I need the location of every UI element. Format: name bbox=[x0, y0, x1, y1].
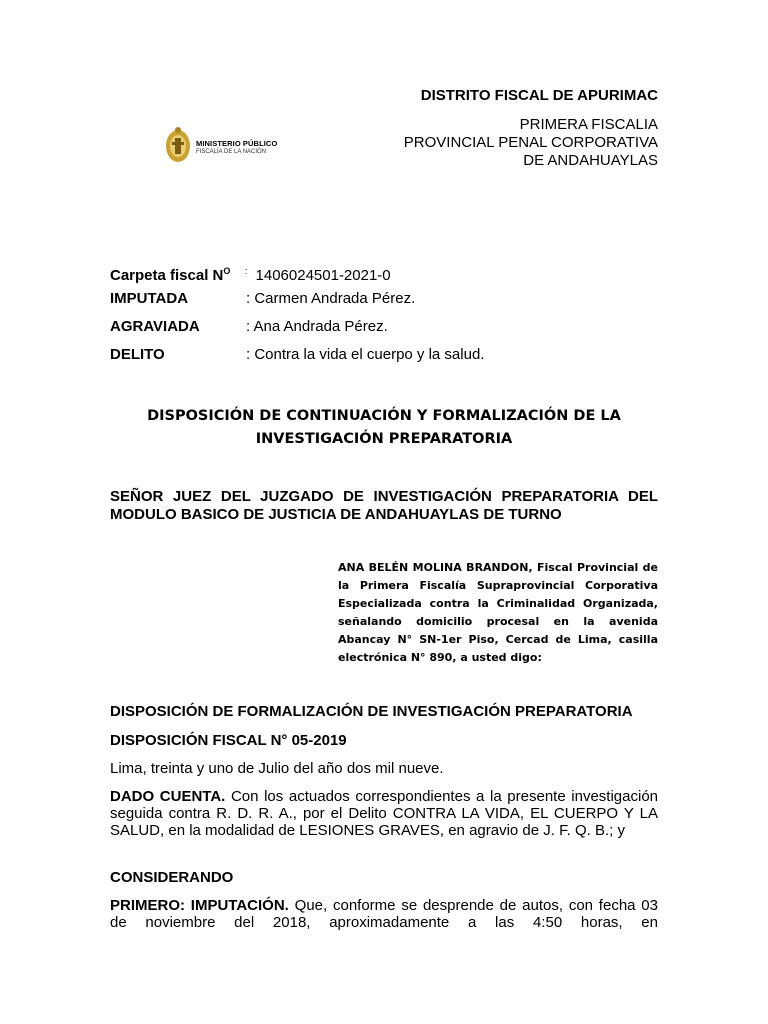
disposition-heading: DISPOSICIÓN DE FORMALIZACIÓN DE INVESTIGACIÓN PREPARATORIA bbox=[110, 703, 633, 720]
considerando-heading: CONSIDERANDO bbox=[110, 869, 234, 886]
office-line-2: PROVINCIAL PENAL CORPORATIVA bbox=[403, 134, 658, 151]
carpeta-label: Carpeta fiscal $N^O$ bbox=[110, 266, 231, 284]
office-line-1: PRIMERA FISCALIA bbox=[519, 116, 658, 133]
primero-text: Que, conforme se desprende de autos, con fecha 03 de noviembre del 2018, aproximadamente a las 4:50 horas, en bbox=[110, 897, 658, 931]
dado-cuenta-paragraph bbox=[110, 788, 658, 839]
logo-text bbox=[196, 140, 277, 156]
delito-label: DELITO bbox=[110, 346, 165, 363]
fiscal-intro: ANA BELÉN MOLINA BRANDON, Fiscal Provincial de la Primera Fiscalía Supraprovincial Corporativa Especializada contra la Criminalidad Organizada, señalando domicilio procesal en la avenida Abancay N° SN-1er Piso, Cercad de Lima, casilla electrónica N° 890, a usted digo: bbox=[338, 561, 658, 664]
office-line-3: DE ANDAHUAYLAS bbox=[523, 152, 658, 169]
district-title: DISTRITO FISCAL DE APURIMAC bbox=[420, 87, 658, 104]
imputada-value: : Carmen Andrada Pérez. bbox=[246, 290, 416, 307]
imputada-row bbox=[110, 290, 415, 308]
logo-subtitle: FISCALÍA DE LA NACIÓN bbox=[196, 149, 267, 155]
agraviada-row bbox=[110, 318, 388, 336]
document-title-line-1: DISPOSICIÓN DE CONTINUACIÓN Y FORMALIZACIÓN DE LA bbox=[147, 408, 621, 424]
date-line: Lima, treinta y uno de Julio del año dos mil nueve. bbox=[110, 760, 444, 777]
carpeta-row bbox=[110, 262, 391, 285]
delito-row bbox=[110, 346, 484, 364]
logo-name: MINISTERIO PÚBLICO bbox=[196, 139, 278, 148]
delito-value: : Contra la vida el cuerpo y la salud. bbox=[246, 346, 485, 363]
imputada-label: IMPUTADA bbox=[110, 290, 189, 307]
coat-of-arms-icon bbox=[163, 124, 193, 168]
document-title-line-2: INVESTIGACIÓN PREPARATORIA bbox=[255, 431, 513, 447]
disposition-number: DISPOSICIÓN FISCAL N° 05-2019 bbox=[110, 732, 347, 749]
agraviada-value: : Ana Andrada Pérez. bbox=[246, 318, 388, 335]
dado-cuenta-label: DADO CUENTA. bbox=[110, 788, 226, 805]
dado-cuenta-text: Con los actuados correspondientes a la presente investigación seguida contra R. D. R. A., por el Delito CONTRA LA VIDA, EL CUERPO Y LA SALUD, en la modalidad de LESIONES GRAVES, en agravio de J. F. Q. B.; y bbox=[110, 788, 659, 839]
agraviada-label: AGRAVIADA bbox=[110, 318, 200, 335]
primero-label: PRIMERO: IMPUTACIÓN. bbox=[110, 897, 289, 914]
addressee: SEÑOR JUEZ DEL JUZGADO DE INVESTIGACIÓN PREPARATORIA DEL MODULO BASICO DE JUSTICIA DE ANDAHUAYLAS DE TURNO bbox=[110, 488, 658, 523]
primero-paragraph bbox=[110, 897, 658, 931]
carpeta-value: : 1406024501-2021-0 bbox=[245, 266, 391, 284]
